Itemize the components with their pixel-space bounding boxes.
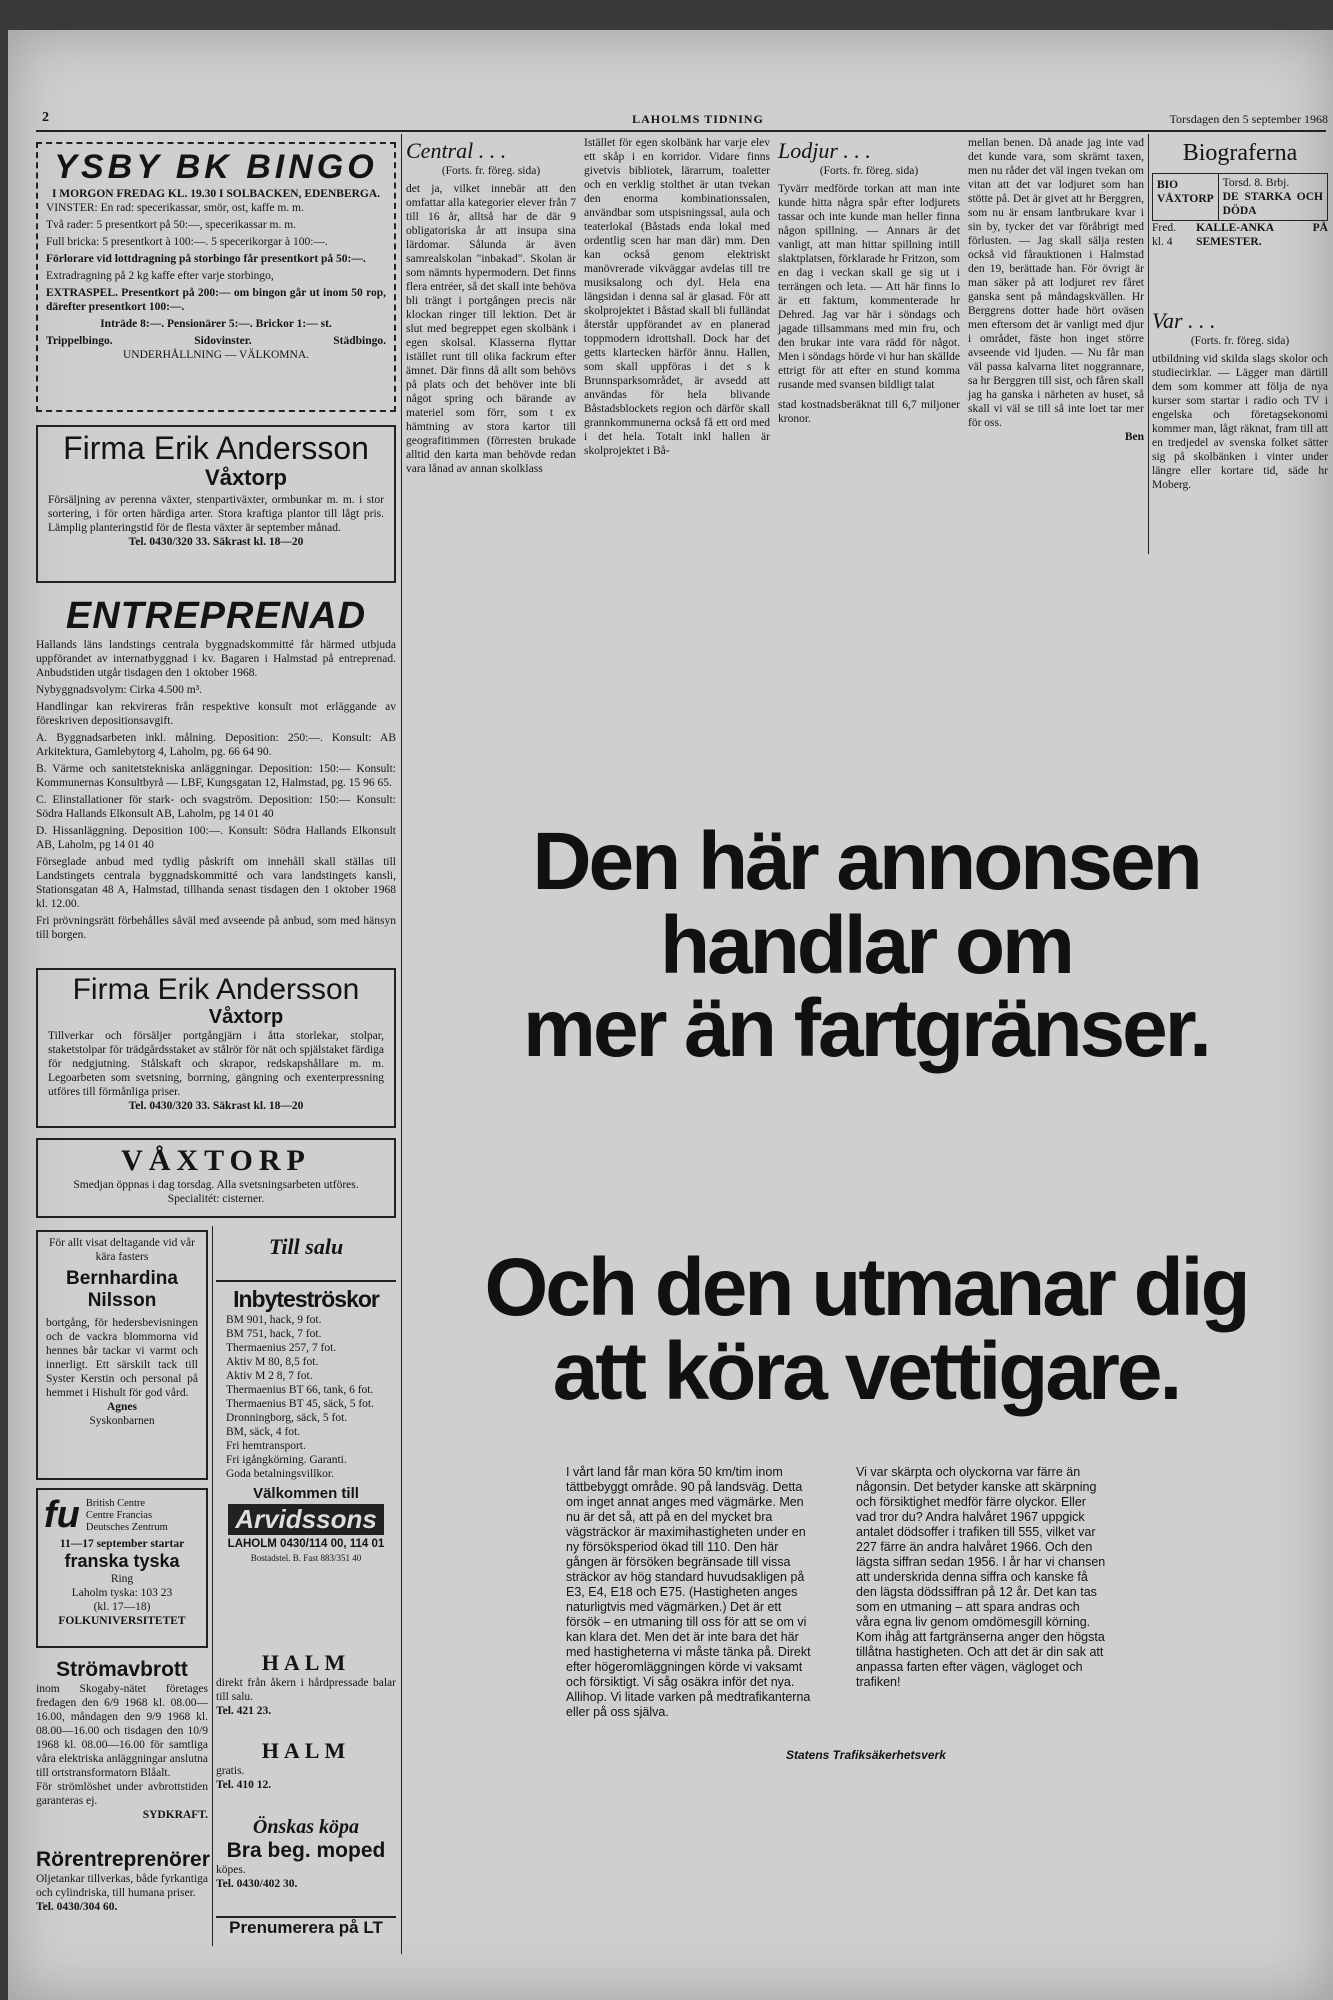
bio-listing [1152,173,1328,221]
entreprenad-b: B. Värme och sanitetstekniska anläggningar. Deposition: 150:— Konsult: Kommunernas Konsultbyrå — LBF, Kungsgatan 12, Halmstad, pg. 15 96 65. [36,763,396,789]
fu-dates: 11—17 september startar [59,1538,185,1550]
ad-headline-5: att köra vettigare. [552,1325,1180,1417]
onskas-text: köpes. [216,1864,246,1876]
fu-org: FOLKUNIVERSITETET [58,1615,186,1627]
till-salu-item: Fri hemtransport. [226,1440,306,1452]
entreprenad-forseglade: Förseglade anbud med tydlig påskrift om innehåll skall ställas till Landstingets centrala byggnadskommitté och vara landstingets kansli, Stationsgatan 48 A, Halmstad, tillhanda senast tisdagen den 1 oktober 1968 kl. 12.00. [36,856,396,910]
entreprenad-c: C. Elinstallationer för stark- och svagström. Deposition: 150:— Konsult: Södra Hallands Elkonsult AB, Laholm, pg 14 01 40 [36,794,396,820]
vaxtorp-text: Smedjan öppnas i dag torsdag. Alla svetsningsarbeten utföres. Specialitét: cisterner. [73,1179,359,1205]
central-text: det ja, vilket innebär att den omfattar alla kategorier elever från 7 till 16 år, alltså har de där 9 obligatoriska år att insupa sina lärdomar. Sålunda är även samrealskolan "inbakad". Skolan är som nämnts hypermodern. Det finns flera entréer, så det skall inte behöva bli trängt i portgången precis när klockan ringer till lektion. Det är slut med begreppet egen skolbänk i egen skolsal. Klasserna flyttar istället runt till olika fackrum efter ämnet. Där finns då allt som behövs på plats och det behöver inte bli något spring och bärande av materiel som förr, som t ex hämtning av stora kartor till geografitimmen (förresten brukade alltid den karta man behövde redan vara lånad av annan skolklass [406,183,576,475]
article-var [1152,308,1328,558]
entreprenad-volym: Nybyggnadsvolym: Cirka 4.500 m³. [36,684,203,696]
issue-date: Torsdagen den 5 september 1968 [1169,112,1328,126]
fu-line1: British Centre [85,1497,146,1509]
central-title: Central . . . [406,138,507,163]
fu-line2: Centre Francias [85,1509,153,1521]
bio-name: BIO VÅXTORP [1153,174,1219,220]
newspaper-page [8,30,1333,2000]
bingo-underhallning: UNDERHÅLLNING — VÄLKOMNA. [122,349,309,361]
entreprenad-title: ENTREPRENAD [65,595,367,637]
firma-andersson-ad-1 [36,425,396,583]
till-salu-title: Inbyteströskor [233,1286,379,1312]
till-salu-item: Goda betalningsvillkor. [226,1468,334,1480]
firma-2-name: Firma Erik Andersson [72,973,360,1006]
lodjur-title: Lodjur . . . [778,138,871,163]
till-salu-item: Thermaenius BT 45, säck, 5 fot. [226,1398,374,1410]
till-salu-item: Aktiv M 2 8, 7 fot. [226,1370,313,1382]
ror-title: Rörentreprenörer [36,1848,210,1871]
trafiksakerhet-ad [406,816,1326,1950]
tack-signed: Agnes [106,1401,138,1413]
bingo-intrade: Inträde 8:—. Pensionärer 5:—. Brickor 1:— st. [100,318,332,330]
firma-andersson-ad-2 [36,968,396,1128]
ror-tel: Tel. 0430/304 60. [36,1901,118,1913]
tack-ad [36,1230,208,1480]
fu-logo: fu [44,1494,80,1536]
bingo-title: YSBY BK BINGO [54,148,378,186]
firma-2-text: Tillverkar och försäljer portgångjärn i åtta storlekar, stolpar, staketstolpar för trädgårdsstaket av stålrör för nät och spjälstaket färdiga för nedgjutning. Stålskaft och skrapor, redskapshållare m. m. Legoarbeten som svetsning, borrning, gängning och exenterpressning utföres till förmånliga priser. [48,1030,384,1098]
till-salu-item: Thermaenius BT 66, tank, 6 fot. [226,1384,374,1396]
vaxtorp-smedja-ad [36,1138,396,1218]
till-salu-item: Fri igångkörning. Garanti. [226,1454,347,1466]
tack-intro: För allt visat deltagande vid vår kära fasters [49,1237,195,1263]
entreprenad-prov: Fri prövningsrätt förbehålles såväl med avseende på anbud, som med hänsyn till borgen. [36,915,396,941]
column-rule [401,134,402,1954]
onskas-heading: Önskas köpa [252,1816,360,1838]
arvidssons-logo: Arvidssons [228,1504,384,1535]
ad-headline-4: Och den utmanar dig [484,1241,1248,1333]
till-salu-item: Thermaenius 257, 7 fot. [226,1342,337,1354]
article-lodjur [778,138,960,548]
lodjur-sub: (Forts. fr. föreg. sida) [819,165,919,177]
var-title: Var . . . [1152,308,1216,333]
halm-ad-1 [216,1650,396,1730]
tack-name: Bernhardina Nilsson [66,1268,178,1311]
var-text: utbildning vid skilda slags skolor och studiecirklar. — Lägger man därtill dem som kommer att följa de nya kurser som startar i radio och TV i engelska och företagsekonomi kommer man, lågt räknat, fram till att en tredjedel av svenska folket sätter sig på skolbänken i vinter under längre eller kortare tid, säde hr Moberg. [1152,353,1328,491]
fu-tid: (kl. 17—18) [93,1601,151,1613]
ad-headline-1: Den här annonsen [532,816,1200,907]
bingo-full-bricka: Full bricka: 5 presentkort à 100:—. 5 specerikorgar à 100:—. [46,236,328,248]
till-salu-item: Aktiv M 80, 8,5 fot. [226,1356,319,1368]
tack-signed2: Syskonbarnen [89,1415,155,1427]
stromavbrott-text: inom Skogaby-nätet företages fredagen den 6/9 1968 kl. 08.00—16.00, måndagen den 9/9 1968 kl. 08.00—16.00 och tisdagen den 10/9 1968 kl. 08.00—16.00 för samtliga våra elektriska anläggningar anslutna till ortstransformatorn Blåalt. [36,1683,208,1779]
prenumerera: Prenumerera på LT [216,1916,396,1938]
biograferna [1152,140,1328,300]
till-salu-heading-box [216,1230,396,1282]
bingo-footer-mid: Sidovinster. [194,335,252,347]
fu-line3: Deutsches Zentrum [85,1521,168,1533]
col6-sign: Ben [1124,431,1144,443]
bingo-vinster: VINSTER: En rad: specerikassar, smör, ost, kaffe m. m. [46,202,304,214]
bingo-extra: Extradragning på 2 kg kaffe efter varje storbingo, [46,270,274,282]
ad-signature: Statens Trafiksäkerhetsverk [786,1748,946,1763]
onskas-tel: Tel. 0430/402 30. [216,1878,298,1890]
fu-ad [36,1488,208,1648]
onskas-kopa-ad [216,1816,396,1914]
till-salu-item: BM 901, hack, 9 fot. [226,1314,322,1326]
lodjur-text: Tyvärr medförde torkan att man inte kunde hitta några spår efter lodjurets tassar och inte kunde man heller finna någon spillning. — Annars är det vanligt, att man hittar spillning intill slaktplatsen, förklarade hr Fritzon, som en dag i veckan skall ge sig ut i terrängen och leta. — Att här finns lo är ett faktum, kommenterade hr Dehred. Jag var här i söndags och jagade tillsammans med min fru, och den brukar inte vara rädd för något. Men i söndags hörde vi hur han skällde ettrigt för att efter en stund komma rusande med svansen bildligt talat [778,183,960,391]
till-salu-heading: Till salu [268,1234,344,1259]
firma-1-name: Firma Erik Andersson [63,430,369,466]
firma-2-tel: Tel. 0430/320 33. Säkrast kl. 18—20 [128,1100,304,1112]
till-salu-welcome: Välkommen till [253,1485,359,1502]
entreprenad-handlingar: Handlingar kan rekvireras från respektive konsult mot erläggande av föreskriven depositionsavgift. [36,701,396,727]
halm-1-tel: Tel. 421 23. [216,1705,272,1717]
ror-ad [36,1848,208,1948]
halm-1-title: HALM [261,1650,351,1675]
onskas-title: Bra beg. moped [226,1839,386,1862]
till-salu-item: Dronningborg, säck, 5 fot. [226,1412,348,1424]
halm-2-tel: Tel. 410 12. [216,1779,272,1791]
halm-2-title: HALM [261,1738,351,1763]
till-salu-phone: LAHOLM 0430/114 00, 114 01 [227,1538,385,1550]
firma-1-place: Våxtorp [205,465,287,490]
ad-body-col-1: I vårt land får man köra 50 km/tim inom tättbebyggt område. 90 på landsväg. Detta om inget annat anges med vägmärke. Men nu är det så, att på en del mycket bra vägsträckor är maximihastigheten under en ny försöksperiod ökad till 110. Den här gången är försöken begränsade till vissa sträckor av hög standard huvudsakligen på E3, E4, E18 och E75. (Hastigheten anges naturligtvis med vägmärken.) Det är ett försök – en utmaning till oss för att se om vi kan klara det. Men det är inte bara det här med hastigheterna vi måste tänka på. Direkt efter högeromläggningen körde vi vaksamt och försiktigt. Vi såg osäkra inför det nya. Allihop. Vi litade varken på medtrafikanterna eller på oss själva. [566,1465,811,1720]
entreprenad-a: A. Byggnadsarbeten inkl. målning. Deposition: 250:—. Konsult: AB Arkitektura, Gamlebytorg 4, Laholm, pg. 66 64 90. [36,732,396,758]
vaxtorp-title: VÅXTORP [121,1144,311,1177]
ad-headline-2: handlar om [660,899,1072,991]
var-sub: (Forts. fr. föreg. sida) [1190,335,1290,347]
firma-1-text: Försäljning av perenna växter, stenpartiväxter, ormbunkar m. m. i stor sortering, i för orten härdiga arter. Stora kraftiga plantor till lågt pris. Lämplig planteringstid för de flesta växter är september månad. [48,494,384,534]
bingo-footer-right: Städbingo. [333,335,386,347]
fu-ring: Ring [110,1573,134,1585]
article-skolbank [584,136,770,546]
article-lodjur-cont [968,136,1144,556]
bio-film-1: DE STARKA OCH DÖDA [1222,191,1323,217]
page-number: 2 [42,110,49,125]
stromavbrott-text2: För strömlöshet under avbrottstiden garanteras ej. [36,1781,208,1807]
col6-text: mellan benen. Då anade jag inte vad det kunde vara, som skrämt taxen, men nu råder det väl ingen tvekan om vitan att det var lodjuret som han stötte på. Det är givet att hr Berggren, som nu är ensam lantbrukare kvar i sin by, tycker det var föråbrigt med förlusten. — Jag skall sälja resten också vid fårauktionen i Halmstad den 19, berättade han. För övrigt är man säker på att lodjuret rev fåret ganska sent på måndagskvällen. Hr Berggrens dotter hade hört oväsen men eftersom det är vanligt med djur i området, fäste hon inget större avseende vid ljuden. — Nu får man väl passa kalvarna litet noggrannare, sa hr Berggren till sist, och fåren skall jag ha ganska i närheten av huset, så skall vi väl se till så inte loet tar mer för oss. [968,137,1144,429]
stromavbrott-ad [36,1658,208,1846]
bio-film-2: KALLE-ANKA PÅ SEMESTER. [1196,222,1328,248]
firma-2-place: Våxtorp [208,1006,284,1028]
bingo-tva-rader: Två rader: 5 presentkort på 50:—, specerikassar m. m. [46,219,297,231]
column-rule [212,1226,213,1946]
bingo-time: I MORGON FREDAG KL. 19.30 I SOLBACKEN, EDENBERGA. [51,188,381,200]
entreprenad-d: D. Hissanläggning. Deposition 100:—. Konsult: Södra Hallands Elkonsult AB, Laholm, pg 14 01 40 [36,825,396,851]
halm-1-text: direkt från åkern i hårdpressade balar till salu. [216,1677,396,1703]
ad-headline-3: mer än fartgränser. [523,983,1209,1075]
fu-tel: Laholm tyska: 103 23 [71,1587,173,1599]
till-salu-ad [216,1286,396,1596]
till-salu-address: Bostadstel. B. Fast 883/351 40 [250,1553,362,1563]
stromavbrott-sign: SYDKRAFT. [142,1809,208,1821]
stromavbrott-title: Strömavbrott [56,1658,188,1681]
till-salu-item: BM 751, hack, 7 fot. [226,1328,322,1340]
ad-body-col-2: Vi var skärpta och olyckorna var färre än någonsin. Det betyder kanske att skärpning och försiktighet medför färre olyckor. Eller vad tror du? Andra halvåret 1967 uppgick antalet dödsoffer i trafiken till 555, vilket var 227 färre än andra halvåret 1966. Och den lägsta siffran sedan 1956. I år har vi chansen att underskrida denna siffra och kanske få den lägsta dödssiffran på 12 år. Det kan tas som en utmaning – att spara andras och våra egna liv genom omdömesgill körning. Kom ihåg att fartgränserna anger den högsta tillåtna hastigheten. Och att det är din sak att anpassa farten efter vägen, vägloget och trafiken! [856,1465,1106,1690]
ror-text: Oljetankar tillverkas, både fyrkantiga och cylindriska, till humana priser. [36,1873,208,1899]
bingo-ad [36,142,396,412]
article-central [406,138,576,548]
bingo-footer [46,334,386,348]
halm-ad-2 [216,1738,396,1813]
lodjur-text2: stad kostnadsberäknat till 6,7 miljoner kronor. [778,399,960,425]
bingo-forlorare: Förlorare vid lottdragning på storbingo får presentkort på 50:—. [46,253,366,265]
bio-fred: Fred. kl. 4 [1152,222,1176,248]
till-salu-item: BM, säck, 4 fot. [226,1426,301,1438]
tack-text: bortgång, för hedersbevisningen och de vackra blommorna vid hennes bår tackar vi varmt och innerligt. Ett särskilt tack till Syster Kerstin och personal på hemmet i Hishult för god vård. [46,1317,198,1399]
column-rule [1148,134,1149,554]
bingo-extraspel: EXTRASPEL. Presentkort på 200:— om bingon går ut inom 50 rop, därefter presentkort 100:—. [46,287,386,313]
bio-torsd: Torsd. 8. Brbj. [1222,177,1290,189]
biograferna-title: Biograferna [1182,140,1298,166]
col4-text: Istället för egen skolbänk har varje elev ett skåp i en korridor. Vidare finns givetvis bibliotek, lärarrum, toaletter och en verklig stolthet är utan tvekan den enorma kombinationssalen, användbar som utspisningssal, aula och teaterlokal (Båstads enda lokal med ordentlig scen har man där) mm. Den kan också genom elektriskt manövrerade vikväggar avdelas till tre musiksalong och dyl. Hela ena längsidan i denna sal är glasad. För att skolprojektet i Båstad skall bli fulländat återstår uppförandet av en planerad toppmodern idrottshall. Dock har det getts klartecken härför ännu. Hallen, som skall uppföras i det s k Brunnsparksområdet, är avsedd att användas för hela blivande Båstadsblockets region och därför skall grannkommunerna också få ett ord med i det hela. Totalt inkl hallen är skolprojektet i Bå- [584,137,770,457]
halm-2-text: gratis. [216,1765,245,1777]
bingo-footer-left: Trippelbingo. [46,335,113,347]
entreprenad-intro: Hallands läns landstings centrala byggnadskommitté får härmed utbjuda uppförandet av internatbyggnad i kv. Bagaren i Halmstad på entreprenad. Anbudstiden utgår tisdagen den 1 oktober 1968. [36,639,396,679]
header-rule [36,130,1326,132]
till-salu-items [216,1313,396,1481]
fu-course: franska tyska [64,1551,180,1571]
central-sub: (Forts. fr. föreg. sida) [441,165,541,177]
paper-name: LAHOLMS TIDNING [632,112,764,126]
firma-1-tel: Tel. 0430/320 33. Säkrast kl. 18—20 [128,536,304,548]
entreprenad-ad [36,595,396,957]
